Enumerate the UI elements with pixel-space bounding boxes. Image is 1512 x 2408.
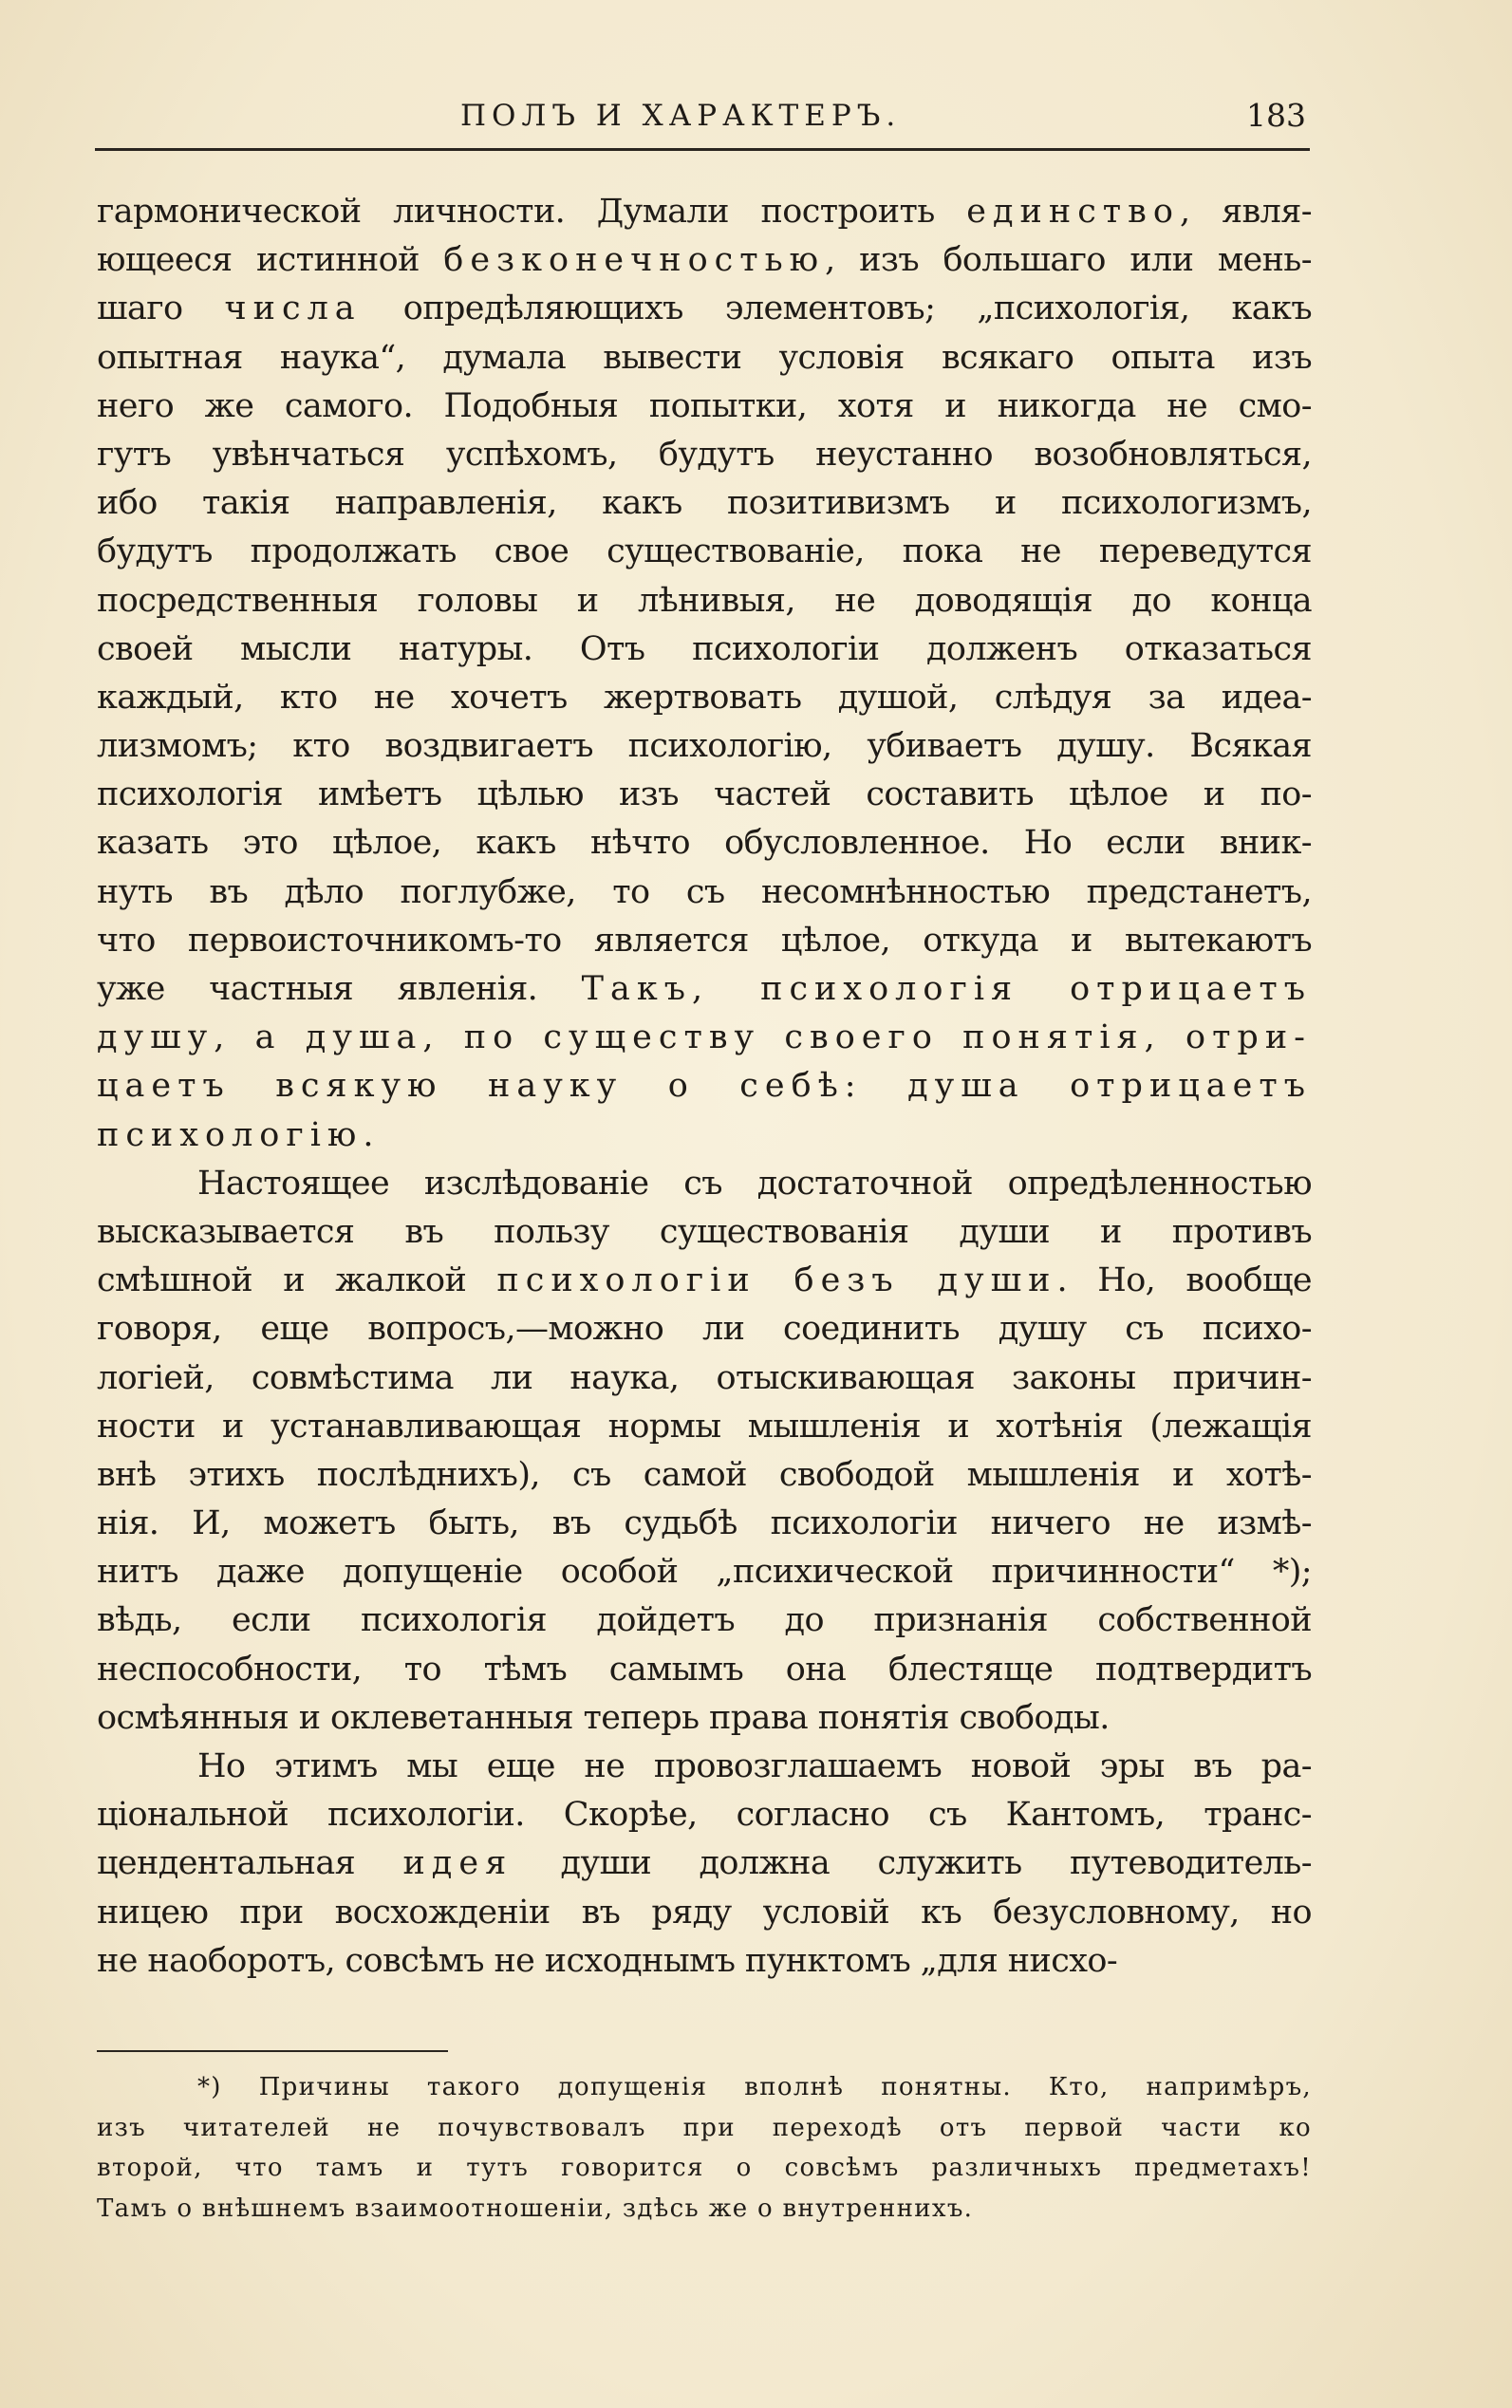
text-run: лизмомъ; кто воздвигаетъ психологію, убиваетъ душу. Всякая bbox=[97, 727, 1312, 766]
text-line bbox=[97, 625, 1312, 674]
emphasized-text: числа bbox=[224, 289, 362, 328]
text-line bbox=[97, 1596, 1312, 1645]
text-line bbox=[97, 1160, 1312, 1208]
text-run: Но этимъ мы еще не провозглашаемъ новой эры въ ра- bbox=[197, 1747, 1312, 1785]
text-line bbox=[97, 1354, 1312, 1403]
text-line bbox=[97, 1451, 1312, 1500]
emphasized-text: психологію. bbox=[97, 1115, 381, 1154]
text-line bbox=[97, 1500, 1312, 1548]
text-run: шаго bbox=[97, 289, 225, 328]
running-title: ПОЛЪ И ХАРАКТЕРЪ. bbox=[460, 99, 902, 133]
text-line bbox=[97, 819, 1312, 868]
text-line bbox=[97, 188, 1312, 236]
text-run: ибо такія направленія, какъ позитивизмъ и психологизмъ, bbox=[97, 484, 1312, 523]
text-run: ницею при восхожденіи въ ряду условій къ безусловному, но bbox=[97, 1893, 1312, 1932]
text-line bbox=[97, 285, 1312, 333]
text-line bbox=[97, 1694, 1312, 1743]
text-run: опредѣляющихъ элементовъ; „психологія, какъ bbox=[361, 289, 1312, 328]
paragraph bbox=[97, 1743, 1312, 1986]
text-run: гутъ увѣнчаться успѣхомъ, будутъ неустанно возобновляться, bbox=[97, 435, 1312, 474]
text-run: будутъ продолжать свое существованіе, пока не переведутся bbox=[97, 532, 1312, 571]
text-run: неспособности, то тѣмъ самымъ она блестяще подтвердитъ bbox=[97, 1650, 1312, 1689]
text-run: своей мысли натуры. Отъ психологіи долженъ отказаться bbox=[97, 629, 1312, 668]
emphasized-text: цаетъ всякую науку о себѣ: душа отрицаетъ bbox=[97, 1067, 1312, 1106]
text-line bbox=[97, 1403, 1312, 1451]
text-run: вѣдь, если психологія дойдетъ до признанія собственной bbox=[97, 1601, 1312, 1640]
text-line bbox=[97, 334, 1312, 383]
text-run: посредственныя головы и лѣнивыя, не доводящія до конца bbox=[97, 581, 1312, 620]
text-line bbox=[97, 383, 1312, 431]
emphasized-text: безконечностью bbox=[443, 241, 826, 280]
emphasized-text: Такъ, психологія отрицаетъ bbox=[581, 970, 1312, 1008]
footnote-line: второй, что тамъ и тутъ говорится о совсѣмъ различныхъ предметахъ! bbox=[97, 2154, 1312, 2182]
text-run: уже частныя явленія. bbox=[97, 970, 582, 1008]
text-line bbox=[97, 917, 1312, 965]
footnote-line: *) Причины такого допущенія вполнѣ понятны. Кто, напримѣръ, bbox=[197, 2073, 1312, 2101]
text-line bbox=[97, 965, 1312, 1014]
text-run: него же самого. Подобныя попытки, хотя и никогда не смо- bbox=[97, 386, 1312, 425]
text-line bbox=[97, 771, 1312, 819]
emphasized-text: идея bbox=[402, 1844, 513, 1883]
text-line bbox=[97, 1062, 1312, 1111]
text-run: что первоисточникомъ-то является цѣлое, откуда и вытекаютъ bbox=[97, 921, 1312, 960]
text-line bbox=[97, 1111, 1312, 1160]
footnote bbox=[97, 2067, 1312, 2229]
text-run: нуть въ дѣло поглубже, то съ несомнѣнностью предстанетъ, bbox=[97, 872, 1312, 911]
text-line bbox=[97, 1646, 1312, 1694]
footnote-divider bbox=[97, 2050, 448, 2052]
text-line bbox=[97, 1208, 1312, 1257]
text-run: нитъ даже допущеніе особой „психической причинности“ *); bbox=[97, 1553, 1312, 1592]
text-run: опытная наука“, думала вывести условія всякаго опыта изъ bbox=[97, 338, 1312, 377]
text-run: ности и устанавливающая нормы мышленія и хотѣнія (лежащія bbox=[97, 1407, 1312, 1446]
paragraph bbox=[97, 188, 1312, 1160]
text-run: внѣ этихъ послѣднихъ), съ самой свободой мышленія и хотѣ- bbox=[97, 1455, 1312, 1494]
text-run: цендентальная bbox=[97, 1844, 403, 1883]
text-run: Настоящее изслѣдованіе съ достаточной опредѣленностью bbox=[197, 1164, 1312, 1203]
text-line bbox=[97, 1548, 1312, 1596]
footnote-line: Тамъ о внѣшнемъ взаимоотношеніи, здѣсь же о внутреннихъ. bbox=[97, 2193, 974, 2223]
paragraph bbox=[97, 1160, 1312, 1743]
text-run: говоря, еще вопросъ,—можно ли соединить душу съ психо- bbox=[97, 1310, 1312, 1349]
text-line bbox=[97, 528, 1312, 576]
text-line bbox=[97, 1937, 1312, 1986]
text-line bbox=[97, 236, 1312, 285]
emphasized-text: единство bbox=[966, 193, 1180, 231]
text-line bbox=[97, 1839, 1312, 1888]
emphasized-text: душу, а душа, по существу своего понятія, отри- bbox=[97, 1018, 1312, 1057]
page-number: 183 bbox=[1246, 97, 1306, 134]
text-run: смѣшной и жалкой bbox=[97, 1261, 497, 1300]
text-line bbox=[97, 674, 1312, 722]
text-line bbox=[97, 722, 1312, 771]
text-run: ющееся истинной bbox=[97, 241, 444, 280]
text-line bbox=[97, 1014, 1312, 1062]
main-text bbox=[97, 188, 1312, 1986]
text-run: , явля- bbox=[1179, 193, 1312, 231]
text-line bbox=[97, 1791, 1312, 1839]
text-run: гармонической личности. Думали построить bbox=[97, 193, 967, 231]
text-run: нія. И, можетъ быть, въ судьбѣ психологіи ничего не измѣ- bbox=[97, 1504, 1312, 1543]
page-header bbox=[95, 91, 1310, 151]
emphasized-text: психологіи безъ души bbox=[496, 1261, 1057, 1300]
text-run: . Но, вообще bbox=[1056, 1261, 1312, 1300]
text-run: высказывается въ пользу существованія души и противъ bbox=[97, 1212, 1312, 1251]
text-run: логіей, совмѣстима ли наука, отыскивающая законы причин- bbox=[97, 1358, 1312, 1397]
text-line bbox=[97, 479, 1312, 528]
text-run: ціональной психологіи. Скорѣе, согласно съ Кантомъ, транс- bbox=[97, 1796, 1312, 1835]
text-line bbox=[97, 1257, 1312, 1305]
text-run: души должна служить путеводитель- bbox=[513, 1844, 1312, 1883]
text-line bbox=[97, 868, 1312, 917]
text-line bbox=[97, 577, 1312, 625]
text-line bbox=[97, 1889, 1312, 1937]
text-run: психологія имѣетъ цѣлью изъ частей составить цѣлое и по- bbox=[97, 775, 1312, 814]
text-line bbox=[97, 431, 1312, 479]
text-run: осмѣянныя и оклеветанныя теперь права понятія свободы. bbox=[97, 1698, 1110, 1737]
text-run: казать это цѣлое, какъ нѣчто обусловленное. Но если вник- bbox=[97, 824, 1312, 863]
text-line bbox=[97, 1743, 1312, 1791]
text-run: каждый, кто не хочетъ жертвовать душой, слѣдуя за идеа- bbox=[97, 678, 1312, 717]
text-run: , изъ большаго или мень- bbox=[825, 241, 1312, 280]
text-line bbox=[97, 1305, 1312, 1353]
footnote-line: изъ читателей не почувствовалъ при переходѣ отъ первой части ко bbox=[97, 2113, 1312, 2142]
text-run: не наоборотъ, совсѣмъ не исходнымъ пунктомъ „для нисхо- bbox=[97, 1941, 1118, 1980]
